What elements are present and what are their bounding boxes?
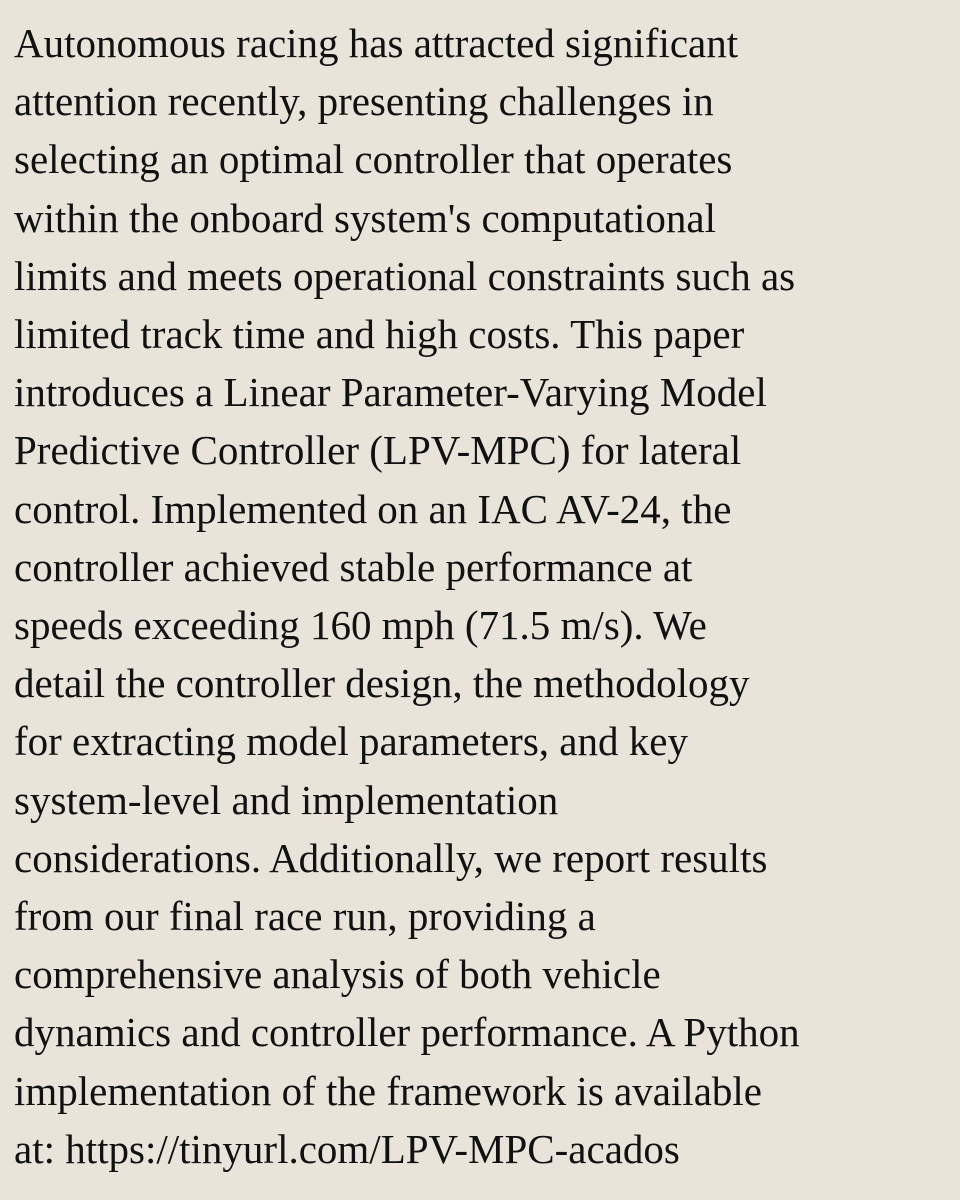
abstract-line: considerations. Additionally, we report results [14,834,768,881]
abstract-line: limits and meets operational constraints such as [14,252,796,299]
abstract-line: implementation of the framework is available [14,1067,762,1114]
abstract-line: speeds exceeding 160 mph (71.5 m/s). We [14,602,707,649]
abstract-line: limited track time and high costs. This paper [14,311,745,358]
abstract-line: Autonomous racing has attracted significant [14,20,739,66]
abstract-line: system-level and implementation [14,776,559,823]
abstract-line: introduces a Linear Parameter-Varying Model [14,369,767,416]
abstract-line: comprehensive analysis of both vehicle [14,951,661,998]
abstract-line: Predictive Controller (LPV-MPC) for lateral [14,427,742,474]
abstract-line: from our final race run, providing a [14,893,596,940]
abstract-text [14,14,954,1178]
abstract-line: for extracting model parameters, and key [14,718,688,765]
abstract-line: detail the controller design, the methodology [14,660,750,707]
abstract-line: attention recently, presenting challenges in [14,78,714,125]
abstract-line: at: https://tinyurl.com/LPV-MPC-acados [14,1125,680,1172]
abstract-line: within the onboard system's computational [14,194,717,241]
abstract-line: dynamics and controller performance. A Python [14,1009,800,1056]
abstract-line: controller achieved stable performance at [14,543,693,590]
abstract-line: selecting an optimal controller that operates [14,136,733,183]
abstract-line: control. Implemented on an IAC AV-24, the [14,485,732,532]
